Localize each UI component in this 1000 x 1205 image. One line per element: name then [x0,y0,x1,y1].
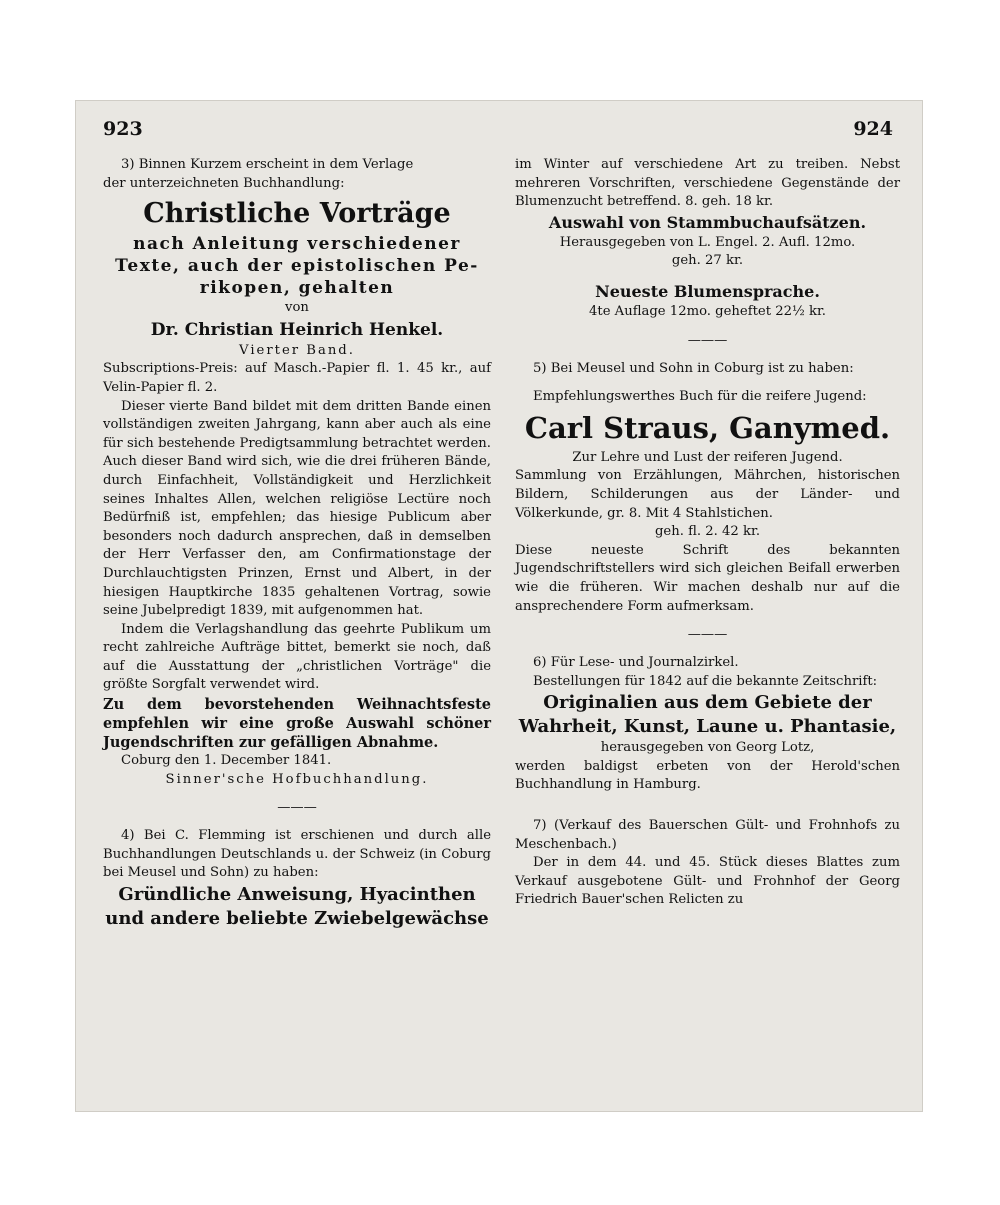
paragraph-2: Indem die Verlagshandlung das geehrte Publikum um recht zahlreiche Aufträge bittet, bemerkt sie noch, daß auf die Ausstattung der „christlichen Vorträge" die größte Sorgfalt verwendet wird. [103,621,491,693]
subscription-price: Subscriptions-Preis: auf Masch.-Papier fl. 1. 45 kr., auf Velin-Papier fl. 2. [103,361,491,395]
ganymed-price: geh. fl. 2. 42 kr. [654,524,761,540]
stammbuch-info-2: geh. 27 kr. [671,253,744,269]
notice-4: 4) Bei C. Flemming ist erschienen und durch alle Buchhandlungen Deutschlands u. der Schweiz (in Coburg bei Meusel und Sohn) zu haben: [103,828,491,881]
separator-left: ——— [277,800,317,816]
scanned-page [75,100,923,1112]
left-column [103,156,491,931]
hyacinth-continuation: im Winter auf verschiedene Art zu treiben. Nebst mehreren Vorschriften, verschiedene Gegenstände der Blumenzucht betreffend. 8. geh. 18 kr. [515,157,900,210]
journal-editor: herausgegeben von Georg Lotz, [600,740,815,756]
notice-3-line2: der unterzeichneten Buchhandlung: [103,175,345,191]
orders-line: Bestellungen für 1842 auf die bekannte Zeitschrift: [533,673,878,689]
stammbuch-title: Auswahl von Stammbuchaufsätzen. [548,212,867,232]
book-subtitle-1: nach Anleitung verschiedener [133,234,461,255]
ganymed-title: Carl Straus, Ganymed. [524,410,891,445]
stammbuch-info-1: Herausgegeben von L. Engel. 2. Aufl. 12mo. [559,234,856,250]
ganymed-paragraph: Diese neueste Schrift des bekannten Jugendschriftstellers wird sich gleichen Beifall erwerben wie die früheren. Wir machen deshalb nur auf die ansprechendere Form aufmerksam. [515,542,900,614]
book-title: Christliche Vorträge [143,198,451,230]
separator-right-1: ——— [687,332,728,348]
journal-title-2: Wahrheit, Kunst, Laune u. Phantasie, [518,716,897,738]
author-name: Dr. Christian Heinrich Henkel. [150,319,444,340]
separator-right-2: ——— [687,627,728,643]
page-number-right: 924 [853,118,893,140]
notice-7: 7) (Verkauf des Bauerschen Gült- und Frohnhofs zu Meschenbach.) [515,818,900,852]
recommend-line: Empfehlungswerthes Buch für die reifere Jugend: [533,389,867,405]
notice-6: 6) Für Lese- und Journalzirkel. [533,655,739,671]
book-subtitle-2: Texte, auch der epistolischen Pe- [115,256,479,277]
journal-title-1: Originalien aus dem Gebiete der [543,692,872,714]
ganymed-description: Sammlung von Erzählungen, Mährchen, historischen Bildern, Schilderungen aus der Länder- und Völkerkunde, gr. 8. Mit 4 Stahlstichen. [515,468,900,521]
volume-label: Vierter Band. [239,342,355,358]
notice-3-line1: 3) Binnen Kurzem erscheint in dem Verlage [121,157,414,172]
dateline: Coburg den 1. December 1841. [121,753,332,769]
right-column [515,156,900,910]
notice-7-text: Der in dem 44. und 45. Stück dieses Blattes zum Verkauf ausgebotene Gült- und Frohnhof der Georg Friedrich Bauer'schen Relicten zu [515,855,900,908]
blumen-info: 4te Auflage 12mo. geheftet 22½ kr. [589,303,826,319]
book-subtitle-3: rikopen, gehalten [199,278,395,299]
journal-text: werden baldigst erbeten von der Herold'schen Buchhandlung in Hamburg. [515,758,900,793]
ganymed-subtitle: Zur Lehre und Lust der reiferen Jugend. [572,449,843,465]
by-word: von [285,300,309,316]
page-number-left: 923 [103,118,143,140]
hyacinth-title: Gründliche Anweisung, Hyacinthen und andere beliebte Zwiebelgewächse [105,884,489,930]
signature: Sinner'sche Hofbuchhandlung. [165,771,429,787]
christmas-note: Zu dem bevorstehenden Weihnachtsfeste empfehlen wir eine große Auswahl schöner Jugendschriften zur gefälligen Abnahme. [103,696,491,752]
paragraph-1: Dieser vierte Band bildet mit dem dritten Bande einen vollständigen zweiten Jahrgang, kann aber auch als eine für sich bestehende Predigtsammlung betrachtet werden. Auch dieser Band wird sich, wie die drei früheren Bände, durch Einfachheit, Vollständigkeit und Herzlichkeit seines Inhaltes Allen, welchen religiöse Lectüre noch Bedürfniß ist, empfehlen; das hiesige Publicum aber besonders noch dadurch ansprechen, daß in demselben der Herr Verfasser den, am Confirmationstage der Durchlauchtigsten Prinzen, Ernst und Albert, in der hiesigen Hauptkirche 1835 gehaltenen Vortrag, sowie seine Jubelpredigt 1839, mit aufgenommen hat. [103,398,491,619]
blumen-title: Neueste Blumensprache. [595,281,820,301]
notice-5: 5) Bei Meusel und Sohn in Coburg ist zu haben: [533,360,854,376]
